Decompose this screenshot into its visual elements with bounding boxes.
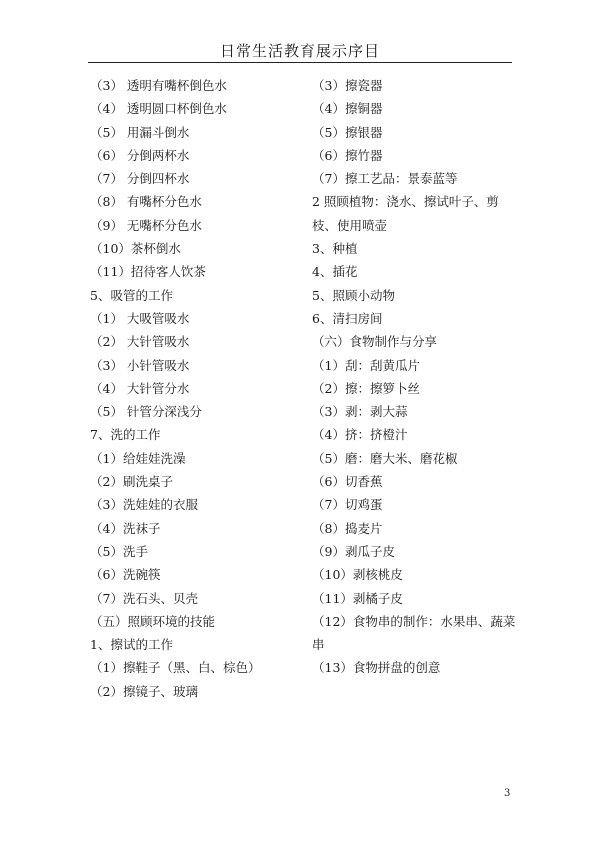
section-heading: 5、照顾小动物 [312, 287, 395, 303]
page-number: 3 [504, 788, 511, 799]
list-item: （5）洗手 [90, 543, 148, 559]
list-item: （5）磨：磨大米、磨花椒 [312, 450, 458, 466]
section-heading: 1、擦试的工作 [90, 637, 173, 653]
section-heading: （六）食物制作与分享 [312, 334, 438, 350]
section-heading: 7、洗的工作 [90, 427, 161, 443]
list-item: （3） 透明有嘴杯倒色水 [90, 78, 227, 93]
list-item: （12）食物串的制作：水果串、蔬菜串 [312, 613, 516, 653]
list-item: （2）刷洗桌子 [90, 474, 173, 490]
list-item: （9） 无嘴杯分色水 [90, 217, 202, 233]
list-item: （2）擦：擦箩卜丝 [312, 380, 420, 396]
list-item: （3）擦瓷器 [312, 78, 383, 93]
list-item: （6）切香蕉 [312, 474, 383, 490]
list-item: （2） 大针管吸水 [90, 334, 190, 350]
list-item: （8） 有嘴杯分色水 [90, 194, 202, 210]
section-heading: 6、清扫房间 [312, 310, 383, 326]
list-item: （9）剥瓜子皮 [312, 543, 395, 559]
section-heading: 2 照顾植物：浇水、擦试叶子、剪枝、使用喷壶 [312, 194, 499, 233]
list-item: （1）给娃娃洗澡 [90, 450, 186, 466]
list-item: （13）食物拼盘的创意 [312, 660, 441, 676]
list-item: （4）擦铜器 [312, 101, 383, 117]
list-item: （5） 用漏斗倒水 [90, 124, 190, 140]
section-heading: （五）照顾环境的技能 [90, 613, 216, 629]
list-item: （7）切鸡蛋 [312, 497, 383, 513]
list-item: （2）擦镜子、玻璃 [90, 683, 198, 699]
list-item: （5） 针管分深浅分 [90, 404, 202, 420]
list-item: （4）挤：挤橙汁 [312, 427, 408, 443]
list-item: （3）洗娃娃的衣服 [90, 497, 198, 513]
left-column [90, 74, 300, 703]
list-item: （7）洗石头、贝壳 [90, 590, 198, 606]
list-item: （1） 大吸管吸水 [90, 310, 190, 326]
list-item: （11）剥橘子皮 [312, 590, 403, 606]
section-heading: 4、插花 [312, 264, 358, 280]
list-item: （8）捣麦片 [312, 520, 383, 536]
list-item: （7） 分倒四杯水 [90, 171, 190, 187]
list-item: （4） 大针管分水 [90, 380, 190, 396]
list-item: （1）擦鞋子（黑、白、棕色） [90, 660, 261, 676]
list-item: （4） 透明圆口杯倒色水 [90, 101, 227, 117]
list-item: （10）剥核桃皮 [312, 567, 403, 583]
list-item: （10）茶杯倒水 [90, 241, 181, 257]
page-header-title: 日常生活教育展示序目 [219, 42, 380, 60]
section-heading: 5、吸管的工作 [90, 287, 173, 303]
right-column [312, 74, 518, 680]
list-item: （6） 分倒两杯水 [90, 147, 190, 163]
list-item: （5）擦银器 [312, 124, 383, 140]
list-item: （11）招待客人饮茶 [90, 264, 206, 280]
list-item: （3）剥：剥大蒜 [312, 404, 408, 420]
header-rule [88, 62, 512, 63]
list-item: （4）洗袜子 [90, 520, 161, 536]
list-item: （3） 小针管吸水 [90, 357, 190, 373]
list-item: （7）擦工艺品：景泰蓝等 [312, 171, 458, 187]
list-item: （1）刮：刮黄瓜片 [312, 357, 420, 373]
section-heading: 3、种植 [312, 241, 358, 257]
list-item: （6）擦竹器 [312, 147, 383, 163]
list-item: （6）洗碗筷 [90, 567, 161, 583]
